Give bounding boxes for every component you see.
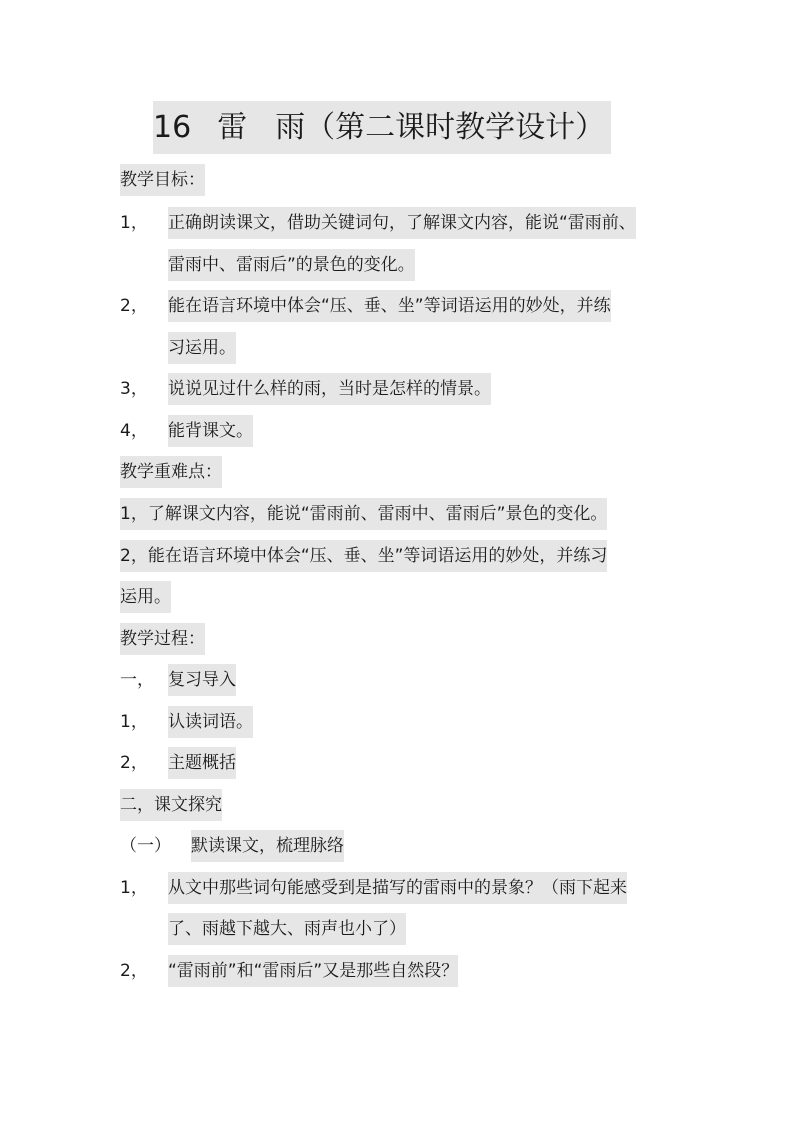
review-item-2-number: 2， [120,753,148,773]
explore-item-1-number: 1， [120,878,148,898]
page-title [153,101,611,154]
key-points-heading: 教学重难点： [120,456,222,488]
review-item-1-text: 认读词语。 [168,706,253,738]
objective-2-line-1: 能在语言环境中体会“压、垂、坐”等词语运用的妙处，并练 [168,290,611,322]
explore-item-2-line-1: “雷雨前”和“雷雨后”又是那些自然段？ [168,955,458,987]
objective-1-line-2: 雷雨中、雷雨后”的景色的变化。 [168,249,415,281]
section-1-number: 一， [120,670,154,690]
objective-2-number: 2， [120,296,148,316]
title-rest: 雨（第二课时教学设计） [275,110,606,145]
objective-3-line-1: 说说见过什么样的雨，当时是怎样的情景。 [168,373,491,405]
explore-item-2-number: 2， [120,961,148,981]
subsection-1-label: 默读课文，梳理脉络 [191,830,344,862]
objective-3-number: 3， [120,379,148,399]
process-heading: 教学过程： [120,623,205,655]
objective-2-line-2: 习运用。 [168,332,236,364]
explore-item-1-line-1: 从文中那些词句能感受到是描写的雷雨中的景象？（雨下起来 [168,872,627,904]
objective-4-number: 4， [120,421,148,441]
explore-item-1-line-2: 了、雨越下越大、雨声也小了） [168,913,406,945]
review-item-2-text: 主题概括 [168,747,236,779]
objective-1-number: 1， [120,213,148,233]
objectives-heading: 教学目标： [120,164,205,196]
title-char: 雷 [217,110,248,145]
section-2-heading: 二，课文探究 [120,789,222,821]
objective-4-line-1: 能背课文。 [168,415,253,447]
key-point-line-1: 1，了解课文内容，能说“雷雨前、雷雨中、雷雨后”景色的变化。 [120,498,607,530]
key-point-line-3: 运用。 [120,581,171,613]
subsection-1-number: （一） [120,836,171,856]
key-point-line-2: 2，能在语言环境中体会“压、垂、坐”等词语运用的妙处，并练习 [120,540,607,572]
lesson-number: 16 [153,110,192,145]
section-1-label: 复习导入 [168,664,236,696]
objective-1-line-1: 正确朗读课文，借助关键词句，了解课文内容，能说“雷雨前、 [168,207,636,239]
review-item-1-number: 1， [120,712,148,732]
